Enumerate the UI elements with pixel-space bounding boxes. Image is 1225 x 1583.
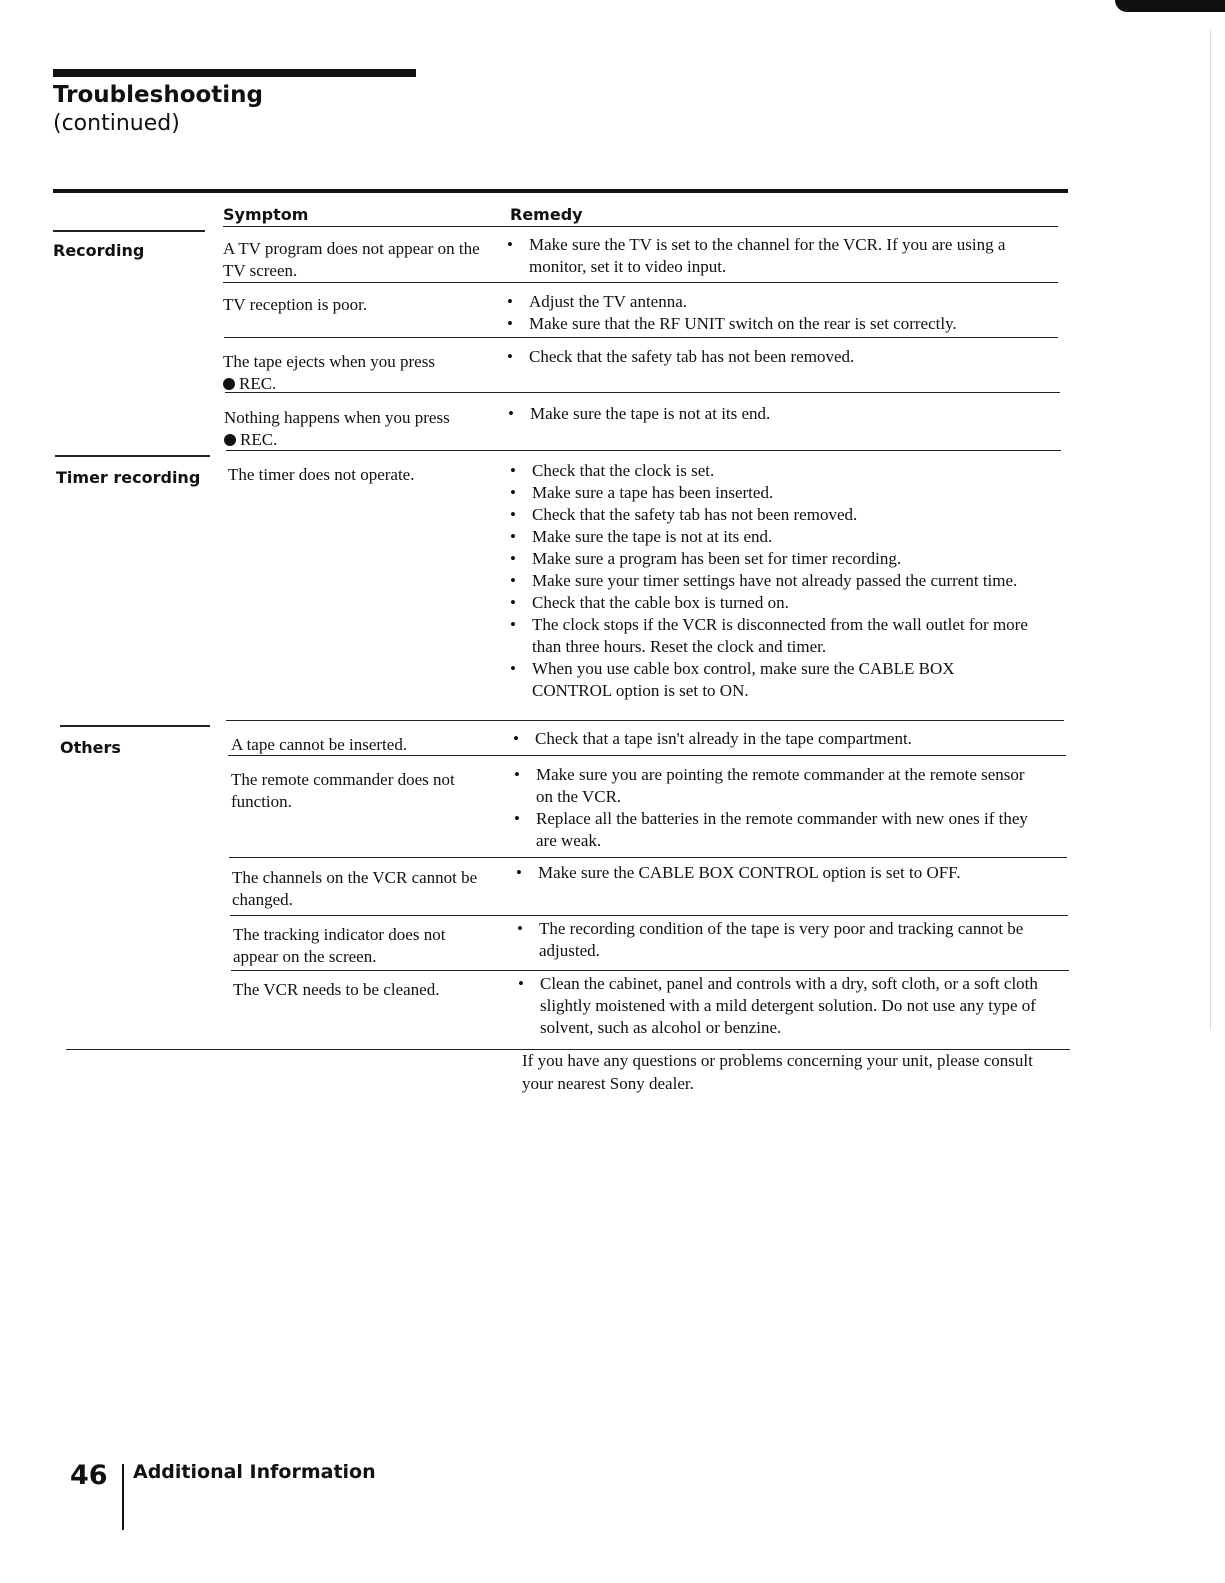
symptom-text: The channels on the VCR cannot be changed.: [232, 868, 478, 909]
row-rule: [231, 970, 1069, 971]
remedy-item: • Make sure a program has been set for timer recording.: [510, 549, 902, 568]
remedy-item: • Check that the safety tab has not been removed.: [510, 505, 858, 524]
remedy-item: • Make sure a tape has been inserted.: [510, 483, 774, 502]
remedy-item: • Make sure that the RF UNIT switch on the rear is set correctly.: [507, 314, 957, 333]
remedy-item: • Check that the cable box is turned on.: [510, 593, 789, 612]
symptom-text: A TV program does not appear on the TV screen.: [223, 239, 480, 280]
remedy-list: [505, 234, 1030, 278]
remedy-list: [505, 346, 1030, 368]
remedy-list: [516, 973, 1041, 1039]
remedy-item: • Make sure the tape is not at its end.: [508, 404, 771, 423]
category-rule-recording: [53, 230, 205, 232]
symptom-text: The tracking indicator does not appear on the screen.: [233, 925, 446, 966]
remedy-list: [508, 460, 1033, 702]
remedy-list: [506, 403, 1031, 425]
column-header-remedy: Remedy: [510, 205, 583, 224]
page-subtitle: (continued): [53, 111, 180, 136]
remedy-item: • When you use cable box control, make sure the CABLE BOX CONTROL option is set to ON.: [510, 659, 955, 700]
page-number: 46: [70, 1460, 108, 1491]
column-header-symptom: Symptom: [223, 205, 309, 224]
page-edge-line: [1210, 30, 1211, 1030]
remedy-item: • The clock stops if the VCR is disconnected from the wall outlet for more than three hours. Reset the clock and timer.: [510, 615, 1028, 656]
remedy-list: [512, 764, 1037, 852]
category-recording: Recording: [53, 241, 145, 260]
remedy-list: [514, 862, 1039, 884]
remedy-list: [505, 291, 1030, 335]
remedy-item: • The recording condition of the tape is very poor and tracking cannot be adjusted.: [517, 919, 1024, 960]
remedy-item: • Replace all the batteries in the remote commander with new ones if they are weak.: [514, 809, 1028, 850]
title-rule: [53, 69, 416, 77]
remedy-list: [511, 728, 1036, 750]
footer-section-name: Additional Information: [133, 1461, 376, 1483]
row-rule: [224, 337, 1058, 338]
remedy-item: • Adjust the TV antenna.: [507, 292, 688, 311]
contact-dealer-note: If you have any questions or problems concerning your unit, please consult your nearest Sony dealer.: [522, 1051, 1033, 1093]
remedy-item: • Make sure you are pointing the remote commander at the remote sensor on the VCR.: [514, 765, 1025, 806]
row-rule: [230, 915, 1068, 916]
rec-button-icon: [223, 378, 235, 390]
row-rule: [226, 720, 1064, 721]
symptom-text: The tape ejects when you press REC.: [223, 352, 435, 393]
symptom-text: The timer does not operate.: [228, 465, 415, 484]
remedy-item: • Clean the cabinet, panel and controls with a dry, soft cloth, or a soft cloth slightly moistened with a mild detergent solution. Do not use any type of solvent, such as alcohol or benzine.: [518, 974, 1038, 1037]
remedy-item: • Make sure the TV is set to the channel for the VCR. If you are using a monitor, set it to video input.: [507, 235, 1006, 276]
row-rule: [223, 282, 1058, 283]
remedy-item: • Make sure the CABLE BOX CONTROL option is set to OFF.: [516, 863, 961, 882]
category-rule-timer: [55, 455, 210, 457]
remedy-item: • Check that the clock is set.: [510, 461, 715, 480]
remedy-item: • Check that the safety tab has not been removed.: [507, 347, 855, 366]
header-rule: [223, 226, 1058, 227]
category-rule-others: [60, 725, 210, 727]
remedy-item: • Make sure your timer settings have not already passed the current time.: [510, 571, 1018, 590]
page-corner-mark: [1115, 0, 1225, 12]
category-timer-recording: Timer recording: [56, 468, 201, 487]
remedy-item: • Check that a tape isn't already in the tape compartment.: [513, 729, 912, 748]
symptom-text: Nothing happens when you press REC.: [224, 408, 450, 449]
remedy-list: [515, 918, 1040, 962]
remedy-item: • Make sure the tape is not at its end.: [510, 527, 773, 546]
symptom-text: TV reception is poor.: [223, 295, 368, 314]
footer-separator: [122, 1464, 124, 1530]
symptom-text: The VCR needs to be cleaned.: [233, 980, 440, 999]
symptom-text: The remote commander does not function.: [231, 770, 455, 811]
page-title: Troubleshooting: [53, 82, 264, 108]
table-top-rule: [53, 189, 1068, 193]
symptom-text: A tape cannot be inserted.: [231, 735, 408, 754]
category-others: Others: [60, 738, 121, 757]
rec-button-icon: [224, 434, 236, 446]
row-rule: [229, 857, 1067, 858]
